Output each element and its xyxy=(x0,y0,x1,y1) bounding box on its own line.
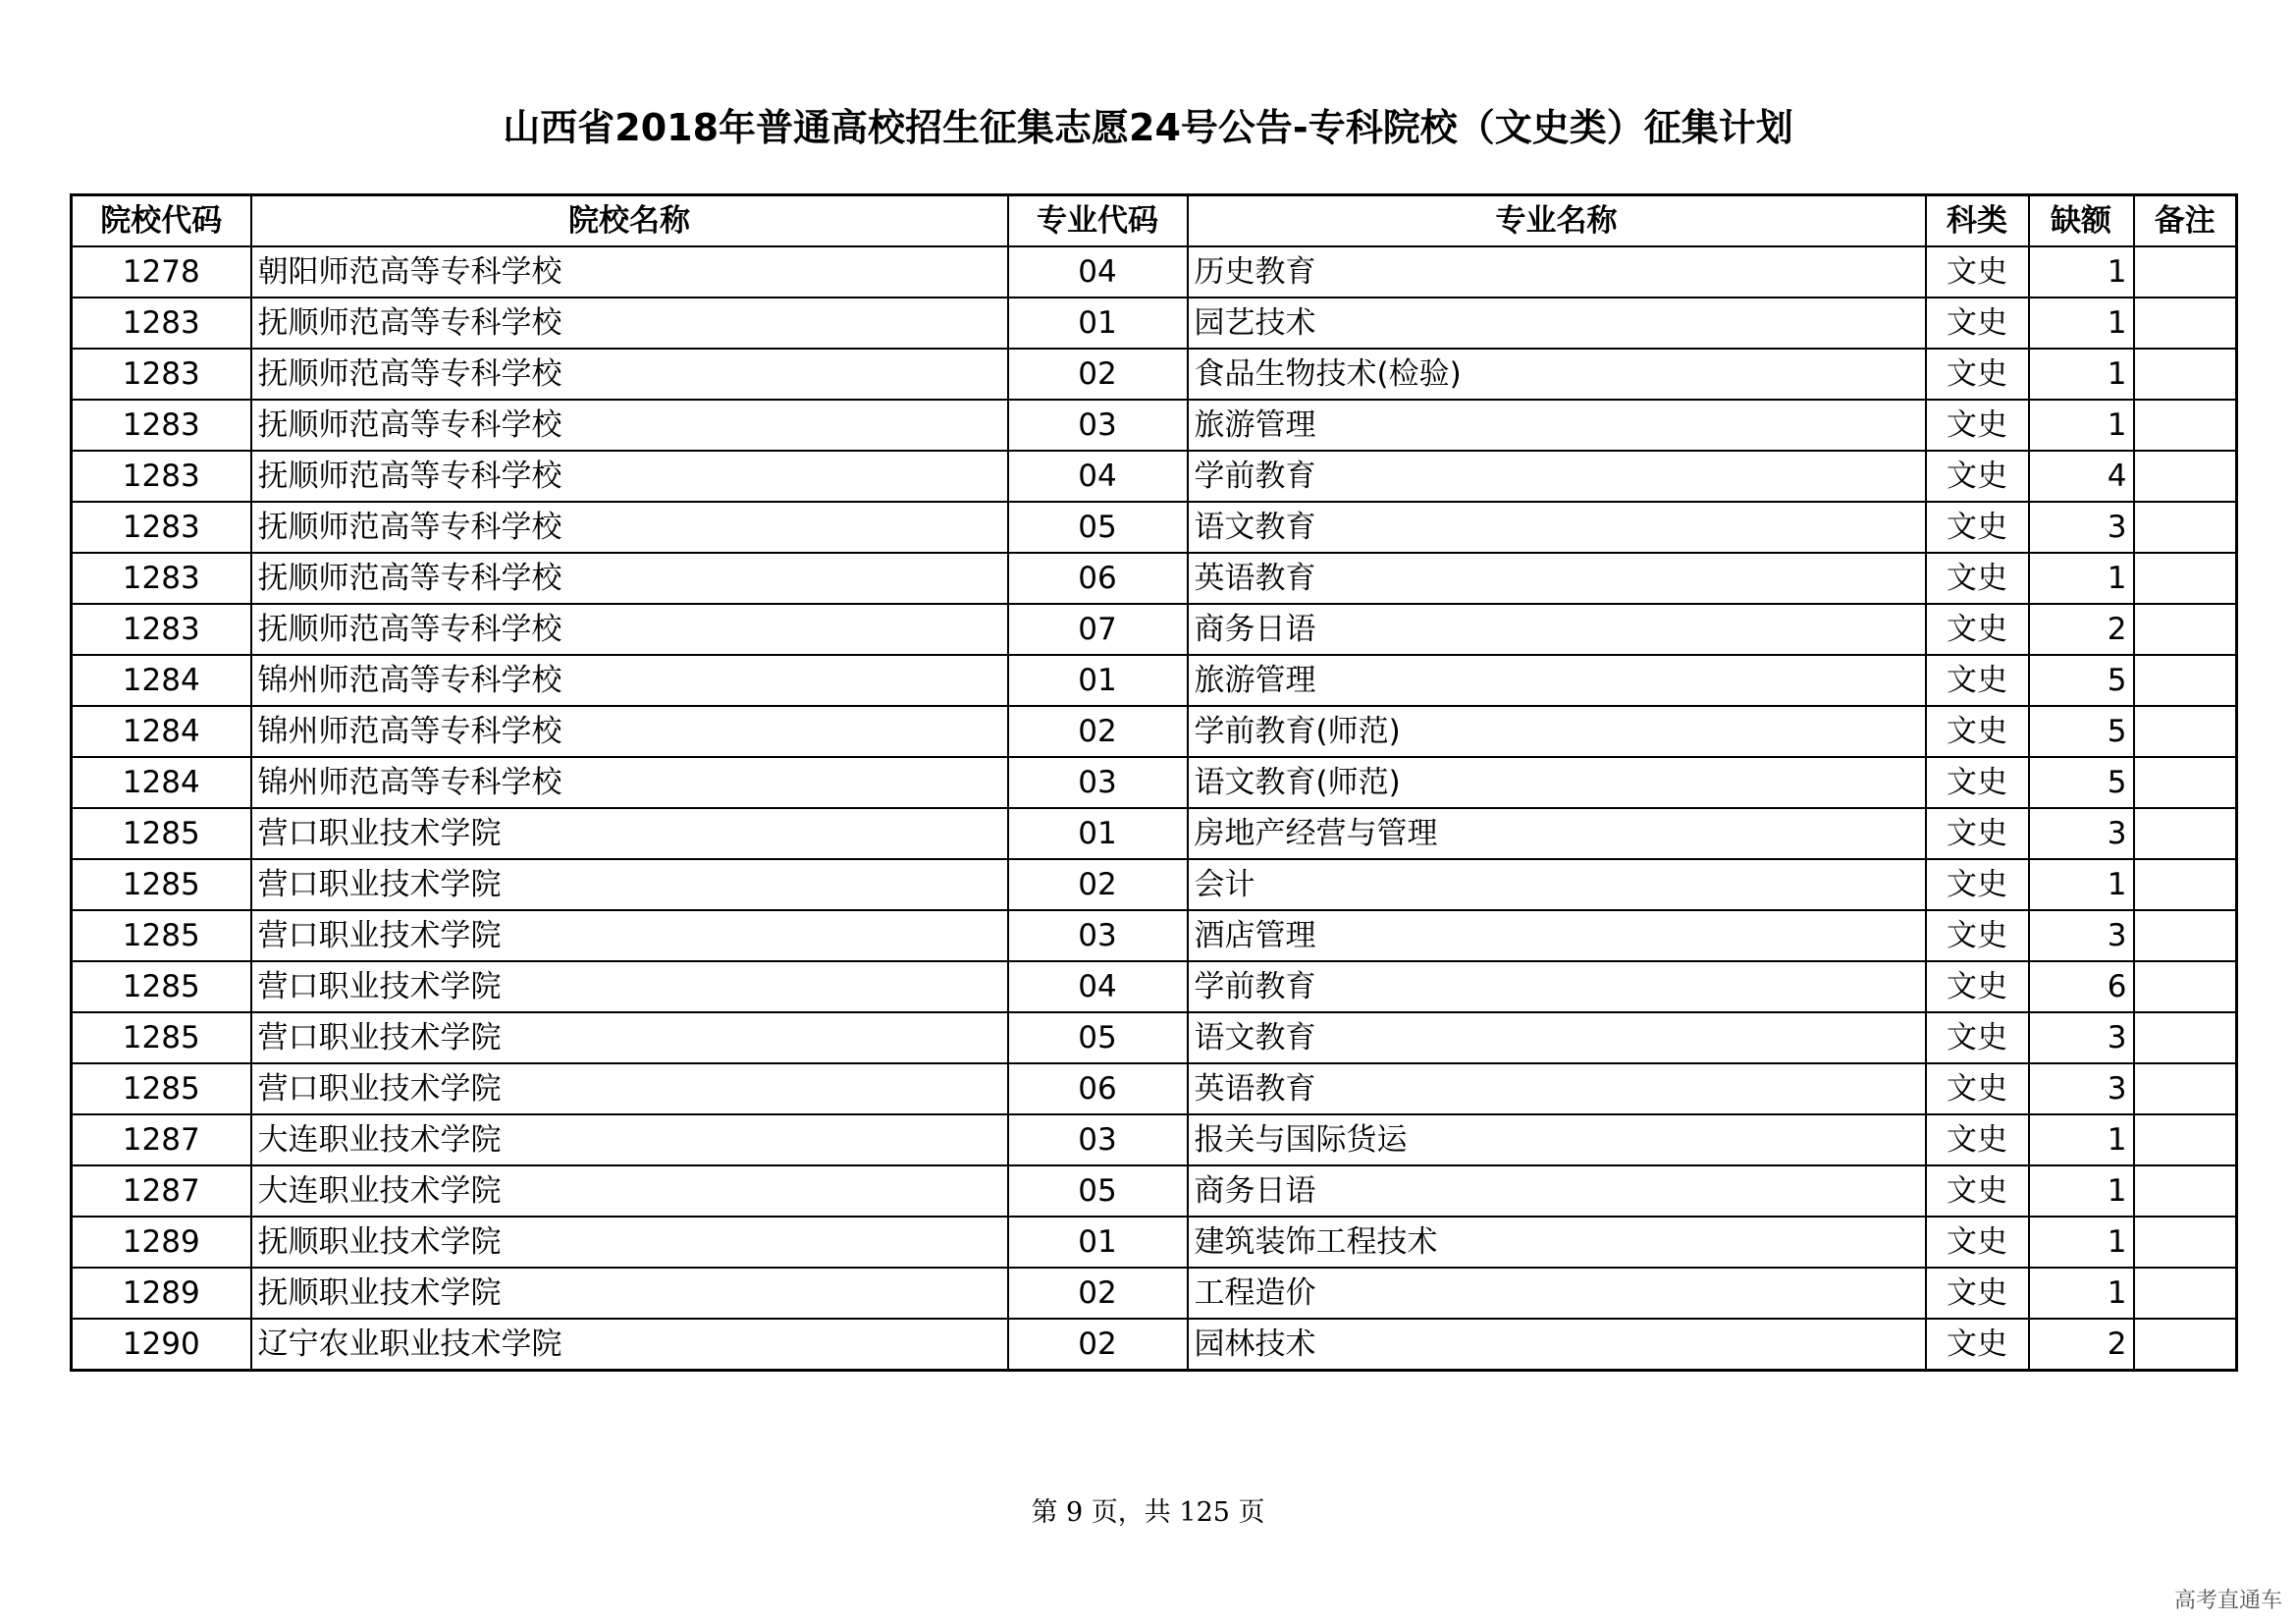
table-row xyxy=(72,604,2237,655)
school-code-cell: 1283 xyxy=(72,502,251,553)
table-row xyxy=(72,298,2237,349)
table-row xyxy=(72,1319,2237,1371)
major-name-cell: 园艺技术 xyxy=(1188,298,1926,349)
vacancies-cell: 1 xyxy=(2029,298,2134,349)
major-name-cell: 房地产经营与管理 xyxy=(1188,808,1926,859)
note-cell xyxy=(2134,553,2237,604)
category-cell: 文史 xyxy=(1926,1165,2029,1217)
note-cell xyxy=(2134,1012,2237,1063)
header-school-name: 院校名称 xyxy=(251,195,1008,247)
major-code-cell: 04 xyxy=(1008,961,1188,1012)
school-code-cell: 1278 xyxy=(72,246,251,298)
school-name-cell: 抚顺师范高等专科学校 xyxy=(251,349,1008,400)
major-code-cell: 06 xyxy=(1008,1063,1188,1114)
school-name-cell: 抚顺职业技术学院 xyxy=(251,1217,1008,1268)
major-name-cell: 英语教育 xyxy=(1188,553,1926,604)
category-cell: 文史 xyxy=(1926,1319,2029,1371)
vacancies-cell: 1 xyxy=(2029,1217,2134,1268)
vacancies-cell: 1 xyxy=(2029,859,2134,910)
major-name-cell: 工程造价 xyxy=(1188,1268,1926,1319)
category-cell: 文史 xyxy=(1926,1268,2029,1319)
category-cell: 文史 xyxy=(1926,553,2029,604)
vacancies-cell: 5 xyxy=(2029,706,2134,757)
table-row xyxy=(72,1217,2237,1268)
note-cell xyxy=(2134,961,2237,1012)
table-row xyxy=(72,1165,2237,1217)
major-name-cell: 语文教育(师范) xyxy=(1188,757,1926,808)
note-cell xyxy=(2134,1268,2237,1319)
vacancies-cell: 5 xyxy=(2029,757,2134,808)
table-row xyxy=(72,246,2237,298)
school-code-cell: 1287 xyxy=(72,1165,251,1217)
category-cell: 文史 xyxy=(1926,298,2029,349)
school-name-cell: 营口职业技术学院 xyxy=(251,910,1008,961)
school-code-cell: 1283 xyxy=(72,604,251,655)
table-row xyxy=(72,1063,2237,1114)
note-cell xyxy=(2134,1217,2237,1268)
school-name-cell: 营口职业技术学院 xyxy=(251,1063,1008,1114)
vacancies-cell: 3 xyxy=(2029,502,2134,553)
major-code-cell: 03 xyxy=(1008,757,1188,808)
table-row xyxy=(72,502,2237,553)
vacancies-cell: 3 xyxy=(2029,1012,2134,1063)
school-name-cell: 营口职业技术学院 xyxy=(251,961,1008,1012)
vacancies-cell: 3 xyxy=(2029,808,2134,859)
school-name-cell: 营口职业技术学院 xyxy=(251,808,1008,859)
school-name-cell: 朝阳师范高等专科学校 xyxy=(251,246,1008,298)
vacancies-cell: 2 xyxy=(2029,1319,2134,1371)
category-cell: 文史 xyxy=(1926,1217,2029,1268)
school-name-cell: 大连职业技术学院 xyxy=(251,1114,1008,1165)
category-cell: 文史 xyxy=(1926,808,2029,859)
vacancies-cell: 2 xyxy=(2029,604,2134,655)
category-cell: 文史 xyxy=(1926,1114,2029,1165)
major-code-cell: 05 xyxy=(1008,502,1188,553)
school-code-cell: 1283 xyxy=(72,451,251,502)
major-code-cell: 07 xyxy=(1008,604,1188,655)
note-cell xyxy=(2134,1063,2237,1114)
category-cell: 文史 xyxy=(1926,1012,2029,1063)
note-cell xyxy=(2134,400,2237,451)
note-cell xyxy=(2134,1319,2237,1371)
table-row xyxy=(72,1268,2237,1319)
table-row xyxy=(72,1114,2237,1165)
page-title: 山西省2018年普通高校招生征集志愿24号公告-专科院校（文史类）征集计划 xyxy=(503,106,1793,149)
vacancies-cell: 6 xyxy=(2029,961,2134,1012)
note-cell xyxy=(2134,706,2237,757)
category-cell: 文史 xyxy=(1926,961,2029,1012)
school-code-cell: 1285 xyxy=(72,961,251,1012)
table-row xyxy=(72,655,2237,706)
school-code-cell: 1283 xyxy=(72,553,251,604)
school-code-cell: 1283 xyxy=(72,298,251,349)
table-row xyxy=(72,400,2237,451)
table-row xyxy=(72,808,2237,859)
school-name-cell: 大连职业技术学院 xyxy=(251,1165,1008,1217)
table-row xyxy=(72,1012,2237,1063)
category-cell: 文史 xyxy=(1926,502,2029,553)
school-name-cell: 营口职业技术学院 xyxy=(251,1012,1008,1063)
school-code-cell: 1284 xyxy=(72,757,251,808)
major-code-cell: 03 xyxy=(1008,400,1188,451)
school-code-cell: 1285 xyxy=(72,808,251,859)
major-code-cell: 02 xyxy=(1008,349,1188,400)
note-cell xyxy=(2134,1165,2237,1217)
note-cell xyxy=(2134,502,2237,553)
school-name-cell: 营口职业技术学院 xyxy=(251,859,1008,910)
major-name-cell: 语文教育 xyxy=(1188,502,1926,553)
school-code-cell: 1283 xyxy=(72,400,251,451)
major-name-cell: 商务日语 xyxy=(1188,1165,1926,1217)
category-cell: 文史 xyxy=(1926,910,2029,961)
major-code-cell: 02 xyxy=(1008,859,1188,910)
note-cell xyxy=(2134,808,2237,859)
vacancies-cell: 1 xyxy=(2029,1268,2134,1319)
major-code-cell: 02 xyxy=(1008,1319,1188,1371)
category-cell: 文史 xyxy=(1926,451,2029,502)
major-code-cell: 01 xyxy=(1008,298,1188,349)
vacancies-cell: 1 xyxy=(2029,553,2134,604)
vacancies-cell: 1 xyxy=(2029,349,2134,400)
table-row xyxy=(72,859,2237,910)
school-name-cell: 抚顺职业技术学院 xyxy=(251,1268,1008,1319)
school-code-cell: 1283 xyxy=(72,349,251,400)
school-name-cell: 抚顺师范高等专科学校 xyxy=(251,502,1008,553)
vacancies-cell: 1 xyxy=(2029,1114,2134,1165)
school-name-cell: 锦州师范高等专科学校 xyxy=(251,706,1008,757)
major-name-cell: 学前教育 xyxy=(1188,961,1926,1012)
major-name-cell: 园林技术 xyxy=(1188,1319,1926,1371)
vacancies-cell: 4 xyxy=(2029,451,2134,502)
watermark: 高考直通车 xyxy=(2173,1589,2282,1613)
note-cell xyxy=(2134,655,2237,706)
major-name-cell: 会计 xyxy=(1188,859,1926,910)
major-code-cell: 04 xyxy=(1008,451,1188,502)
table-row xyxy=(72,961,2237,1012)
vacancies-cell: 1 xyxy=(2029,400,2134,451)
category-cell: 文史 xyxy=(1926,757,2029,808)
major-name-cell: 食品生物技术(检验) xyxy=(1188,349,1926,400)
school-code-cell: 1284 xyxy=(72,706,251,757)
table-row xyxy=(72,553,2237,604)
category-cell: 文史 xyxy=(1926,400,2029,451)
category-cell: 文史 xyxy=(1926,706,2029,757)
note-cell xyxy=(2134,859,2237,910)
school-code-cell: 1285 xyxy=(72,1063,251,1114)
school-code-cell: 1289 xyxy=(72,1268,251,1319)
major-code-cell: 04 xyxy=(1008,246,1188,298)
school-name-cell: 抚顺师范高等专科学校 xyxy=(251,298,1008,349)
major-code-cell: 03 xyxy=(1008,910,1188,961)
vacancies-cell: 1 xyxy=(2029,246,2134,298)
major-name-cell: 英语教育 xyxy=(1188,1063,1926,1114)
major-code-cell: 01 xyxy=(1008,655,1188,706)
vacancies-cell: 5 xyxy=(2029,655,2134,706)
major-name-cell: 旅游管理 xyxy=(1188,400,1926,451)
school-code-cell: 1285 xyxy=(72,859,251,910)
note-cell xyxy=(2134,757,2237,808)
major-name-cell: 学前教育(师范) xyxy=(1188,706,1926,757)
school-code-cell: 1290 xyxy=(72,1319,251,1371)
header-note: 备注 xyxy=(2134,195,2237,247)
school-code-cell: 1287 xyxy=(72,1114,251,1165)
major-name-cell: 建筑装饰工程技术 xyxy=(1188,1217,1926,1268)
major-name-cell: 商务日语 xyxy=(1188,604,1926,655)
table-row xyxy=(72,451,2237,502)
major-name-cell: 酒店管理 xyxy=(1188,910,1926,961)
major-code-cell: 01 xyxy=(1008,808,1188,859)
major-code-cell: 02 xyxy=(1008,1268,1188,1319)
header-vacancies: 缺额 xyxy=(2029,195,2134,247)
vacancies-cell: 1 xyxy=(2029,1165,2134,1217)
header-category: 科类 xyxy=(1926,195,2029,247)
note-cell xyxy=(2134,298,2237,349)
major-name-cell: 历史教育 xyxy=(1188,246,1926,298)
major-code-cell: 03 xyxy=(1008,1114,1188,1165)
note-cell xyxy=(2134,1114,2237,1165)
school-name-cell: 锦州师范高等专科学校 xyxy=(251,655,1008,706)
school-code-cell: 1285 xyxy=(72,1012,251,1063)
note-cell xyxy=(2134,910,2237,961)
category-cell: 文史 xyxy=(1926,859,2029,910)
vacancies-cell: 3 xyxy=(2029,910,2134,961)
vacancies-cell: 3 xyxy=(2029,1063,2134,1114)
school-name-cell: 锦州师范高等专科学校 xyxy=(251,757,1008,808)
table-row xyxy=(72,706,2237,757)
major-code-cell: 06 xyxy=(1008,553,1188,604)
school-name-cell: 抚顺师范高等专科学校 xyxy=(251,553,1008,604)
major-code-cell: 01 xyxy=(1008,1217,1188,1268)
category-cell: 文史 xyxy=(1926,349,2029,400)
header-school-code: 院校代码 xyxy=(72,195,251,247)
school-name-cell: 抚顺师范高等专科学校 xyxy=(251,604,1008,655)
category-cell: 文史 xyxy=(1926,1063,2029,1114)
note-cell xyxy=(2134,246,2237,298)
category-cell: 文史 xyxy=(1926,655,2029,706)
header-major-name: 专业名称 xyxy=(1188,195,1926,247)
major-code-cell: 02 xyxy=(1008,706,1188,757)
note-cell xyxy=(2134,451,2237,502)
school-name-cell: 辽宁农业职业技术学院 xyxy=(251,1319,1008,1371)
table-row xyxy=(72,349,2237,400)
table-header-row xyxy=(72,195,2237,247)
category-cell: 文史 xyxy=(1926,246,2029,298)
table-row xyxy=(72,910,2237,961)
enrollment-plan-table xyxy=(70,193,2238,1372)
major-code-cell: 05 xyxy=(1008,1165,1188,1217)
category-cell: 文史 xyxy=(1926,604,2029,655)
table-body xyxy=(72,246,2237,1371)
school-code-cell: 1285 xyxy=(72,910,251,961)
table-row xyxy=(72,757,2237,808)
major-name-cell: 报关与国际货运 xyxy=(1188,1114,1926,1165)
major-name-cell: 学前教育 xyxy=(1188,451,1926,502)
school-code-cell: 1284 xyxy=(72,655,251,706)
major-code-cell: 05 xyxy=(1008,1012,1188,1063)
note-cell xyxy=(2134,604,2237,655)
major-name-cell: 语文教育 xyxy=(1188,1012,1926,1063)
school-name-cell: 抚顺师范高等专科学校 xyxy=(251,400,1008,451)
school-code-cell: 1289 xyxy=(72,1217,251,1268)
school-name-cell: 抚顺师范高等专科学校 xyxy=(251,451,1008,502)
major-name-cell: 旅游管理 xyxy=(1188,655,1926,706)
note-cell xyxy=(2134,349,2237,400)
header-major-code: 专业代码 xyxy=(1008,195,1188,247)
page-footer: 第 9 页，共 125 页 xyxy=(1031,1497,1265,1528)
